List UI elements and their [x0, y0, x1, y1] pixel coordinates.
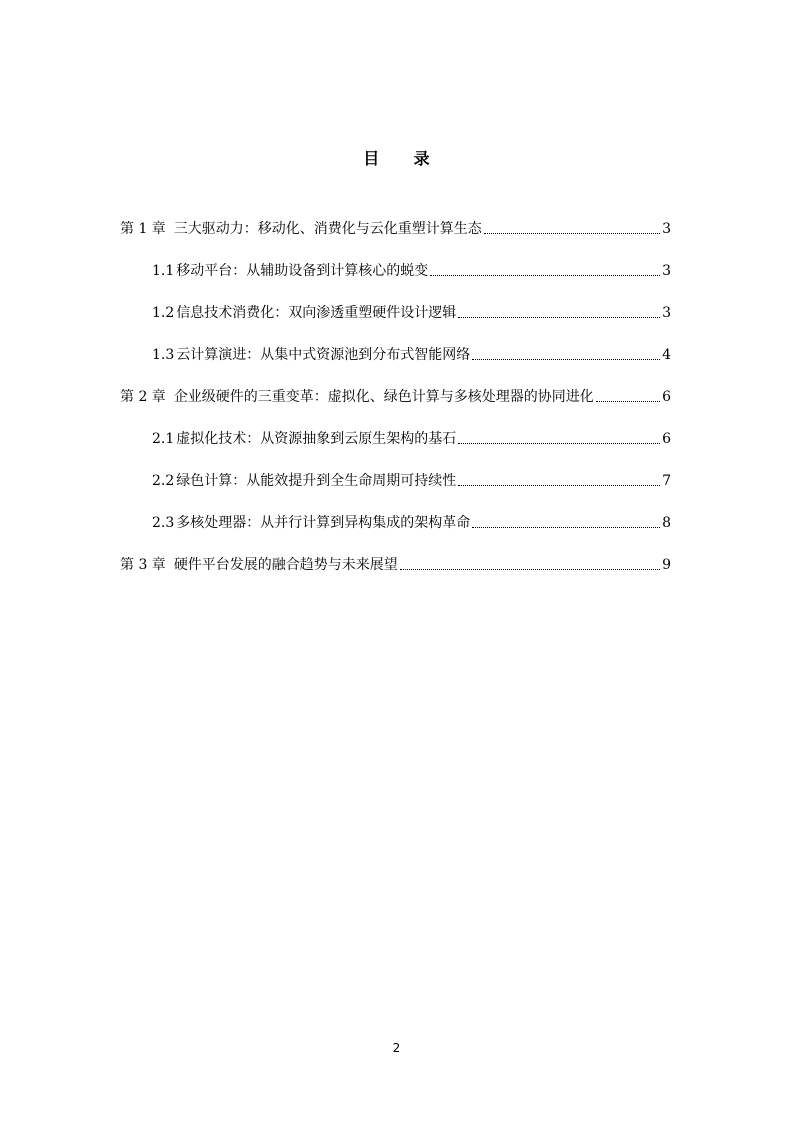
toc-entry-number: 1.2	[152, 305, 175, 321]
toc-entry-text	[120, 218, 482, 244]
toc-entry-chapter-1[interactable]	[120, 202, 671, 244]
toc-entry-section-2-2[interactable]	[120, 454, 671, 496]
toc-entry-title: 多核处理器：从并行计算到异构集成的架构革命	[176, 515, 471, 531]
toc-dot-leader	[458, 484, 660, 486]
toc-entry-text	[152, 470, 456, 496]
toc-entry-number: 第 3 章	[120, 557, 166, 573]
toc-entry-section-1-3[interactable]	[120, 328, 671, 370]
toc-entry-title: 绿色计算：从能效提升到全生命周期可持续性	[176, 473, 457, 489]
toc-entry-page: 9	[662, 557, 671, 573]
toc-entry-text	[152, 260, 428, 286]
toc-entry-text	[120, 554, 398, 580]
page-number: 2	[392, 1041, 401, 1055]
toc-entry-title: 硬件平台发展的融合趋势与未来展望	[173, 557, 398, 573]
toc-entry-text	[152, 512, 470, 538]
toc-dot-leader	[596, 400, 660, 402]
toc-entry-number: 2.1	[152, 431, 175, 447]
toc-entry-chapter-3[interactable]	[120, 538, 671, 580]
toc-dot-leader	[484, 232, 660, 234]
toc-entry-section-1-2[interactable]	[120, 286, 671, 328]
toc-entry-title: 云计算演进：从集中式资源池到分布式智能网络	[176, 347, 471, 363]
toc-dot-leader	[472, 526, 660, 528]
toc-entry-number: 1.1	[152, 263, 175, 279]
toc-entry-text	[152, 302, 456, 328]
toc-entry-title: 移动平台：从辅助设备到计算核心的蜕变	[176, 263, 429, 279]
toc-entry-title: 信息技术消费化：双向渗透重塑硬件设计逻辑	[176, 305, 457, 321]
toc-entry-number: 第 1 章	[120, 221, 166, 237]
toc-entry-page: 6	[662, 431, 671, 447]
toc-dot-leader	[458, 316, 660, 318]
toc-dot-leader	[400, 568, 660, 570]
toc-entry-section-2-3[interactable]	[120, 496, 671, 538]
toc-entry-page: 3	[662, 263, 671, 279]
toc-entry-number: 2.2	[152, 473, 175, 489]
toc-entry-number: 1.3	[152, 347, 175, 363]
toc-entry-title: 三大驱动力：移动化、消费化与云化重塑计算生态	[173, 221, 482, 237]
toc-entry-page: 4	[662, 347, 671, 363]
toc-entry-page: 7	[662, 473, 671, 489]
toc-entry-page: 3	[662, 221, 671, 237]
toc-entry-section-2-1[interactable]	[120, 412, 671, 454]
toc-entry-chapter-2[interactable]	[120, 370, 671, 412]
toc-dot-leader	[458, 442, 660, 444]
toc-entry-page: 3	[662, 305, 671, 321]
toc-entry-title: 虚拟化技术：从资源抽象到云原生架构的基石	[176, 431, 457, 447]
toc-entry-text	[120, 386, 594, 412]
toc-entry-page: 6	[662, 389, 671, 405]
toc-dot-leader	[430, 274, 660, 276]
toc-entry-text	[152, 344, 470, 370]
toc-entry-number: 2.3	[152, 515, 175, 531]
toc-title: 目 录	[363, 149, 445, 168]
toc-entry-page: 8	[662, 515, 671, 531]
toc-list	[120, 202, 671, 580]
toc-entry-title: 企业级硬件的三重变革：虚拟化、绿色计算与多核处理器的协同进化	[173, 389, 594, 405]
toc-entry-section-1-1[interactable]	[120, 244, 671, 286]
toc-dot-leader	[472, 358, 660, 360]
toc-entry-text	[152, 428, 456, 454]
toc-entry-number: 第 2 章	[120, 389, 166, 405]
